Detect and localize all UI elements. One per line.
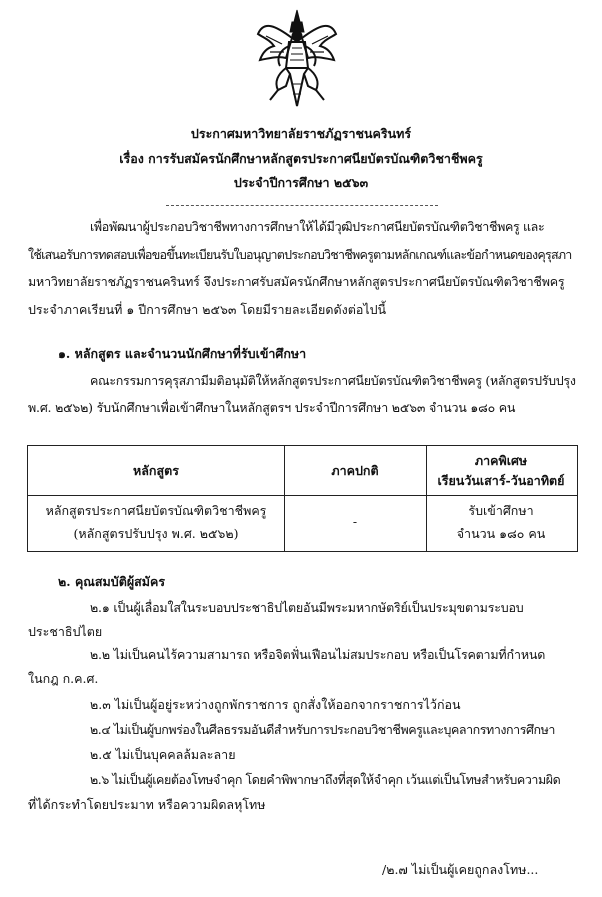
page-continuation: /๒.๗ ไม่เป็นผู้เคยถูกลงโทษ... bbox=[382, 862, 539, 877]
qualification-item: ๒.๔ ไม่เป็นผู้บกพร่องในศีลธรรมอันดีสำหรับการประกอบวิชาชีพครูและบุคลากรทางการศึกษา bbox=[90, 722, 555, 737]
header-special: ภาคพิเศษ bbox=[474, 453, 528, 468]
announcement-subject: เรื่อง การรับสมัครนักศึกษาหลักสูตรประกาศนียบัตรบัณฑิตวิชาชีพครู bbox=[119, 151, 483, 166]
intro-line: มหาวิทยาลัยราชภัฏราชนครินทร์ จึงประกาศรับสมัครนักศึกษาหลักสูตรประกาศนียบัตรบัณฑิตวิชาชีพครู bbox=[28, 274, 565, 289]
qualification-item: ๒.๑ เป็นผู้เลื่อมใสในระบอบประชาธิปไตยอันมีพระมหากษัตริย์เป็นประมุขตามระบอบ bbox=[90, 600, 524, 615]
intro-line: เพื่อพัฒนาผู้ประกอบวิชาชีพทางการศึกษาให้ได้มีวุฒิประกาศนียบัตรบัณฑิตวิชาชีพครู และ bbox=[90, 219, 545, 234]
garuda-emblem-icon bbox=[256, 8, 338, 112]
header-course: หลักสูตร bbox=[133, 463, 179, 478]
special-count: จำนวน ๑๘๐ คน bbox=[456, 526, 546, 541]
qualification-item: ๒.๖ ไม่เป็นผู้เคยต้องโทษจำคุก โดยคำพิพากษาถึงที่สุดให้จำคุก เว้นแต่เป็นโทษสำหรับความผิด bbox=[90, 772, 561, 787]
qualification-item: ประชาธิปไตย bbox=[28, 624, 103, 639]
qualification-item: ในกฎ ก.ค.ศ. bbox=[28, 671, 99, 686]
header-regular: ภาคปกติ bbox=[331, 463, 379, 478]
header-special-weekend: เรียนวันเสาร์-วันอาทิตย์ bbox=[437, 473, 565, 488]
section-1-heading: ๑. หลักสูตร และจำนวนนักศึกษาที่รับเข้าศึกษา bbox=[58, 346, 307, 361]
intro-line: ประจำภาคเรียนที่ ๑ ปีการศึกษา ๒๕๖๓ โดยมีรายละเอียดดังต่อไปนี้ bbox=[28, 302, 387, 317]
regular-count: - bbox=[352, 514, 358, 529]
special-admission: รับเข้าศึกษา bbox=[468, 503, 534, 518]
announcement-title: ประกาศมหาวิทยาลัยราชภัฏราชนครินทร์ bbox=[190, 126, 412, 141]
qualification-item: ๒.๓ ไม่เป็นผู้อยู่ระหว่างถูกพักราชการ ถูกสั่งให้ออกจากราชการไว้ก่อน bbox=[90, 697, 461, 712]
intro-line: ใช้เสนอรับการทดสอบเพื่อขอขึ้นทะเบียนรับใบอนุญาตประกอบวิชาชีพครูตามหลักเกณฑ์และข้อกำหนดของคุรุสภา bbox=[28, 247, 572, 262]
course-revision: (หลักสูตรปรับปรุง พ.ศ. ๒๕๖๒) bbox=[73, 526, 239, 541]
announcement-year: ประจำปีการศึกษา ๒๕๖๓ bbox=[233, 175, 369, 190]
course-table bbox=[27, 445, 578, 552]
qualification-item: ๒.๒ ไม่เป็นคนไร้ความสามารถ หรือจิตฟั่นเฟือนไม่สมประกอบ หรือเป็นโรคตามที่กำหนด bbox=[90, 647, 546, 662]
qualification-item: ๒.๕ ไม่เป็นบุคคลล้มละลาย bbox=[90, 747, 236, 762]
title-divider bbox=[166, 205, 438, 206]
section-1-line: พ.ศ. ๒๕๖๒) รับนักศึกษาเพื่อเข้าศึกษาในหลักสูตรฯ ประจำปีการศึกษา ๒๕๖๓ จำนวน ๑๘๐ คน bbox=[28, 400, 516, 415]
qualification-item: ที่ได้กระทำโดยประมาท หรือความผิดลหุโทษ bbox=[28, 797, 266, 812]
section-1-line: คณะกรรมการคุรุสภามีมติอนุมัติให้หลักสูตรประกาศนียบัตรบัณฑิตวิชาชีพครู (หลักสูตรปรับปรุง bbox=[90, 373, 576, 388]
section-2-heading: ๒. คุณสมบัติผู้สมัคร bbox=[58, 574, 166, 589]
course-name: หลักสูตรประกาศนียบัตรบัณฑิตวิชาชีพครู bbox=[45, 503, 267, 518]
